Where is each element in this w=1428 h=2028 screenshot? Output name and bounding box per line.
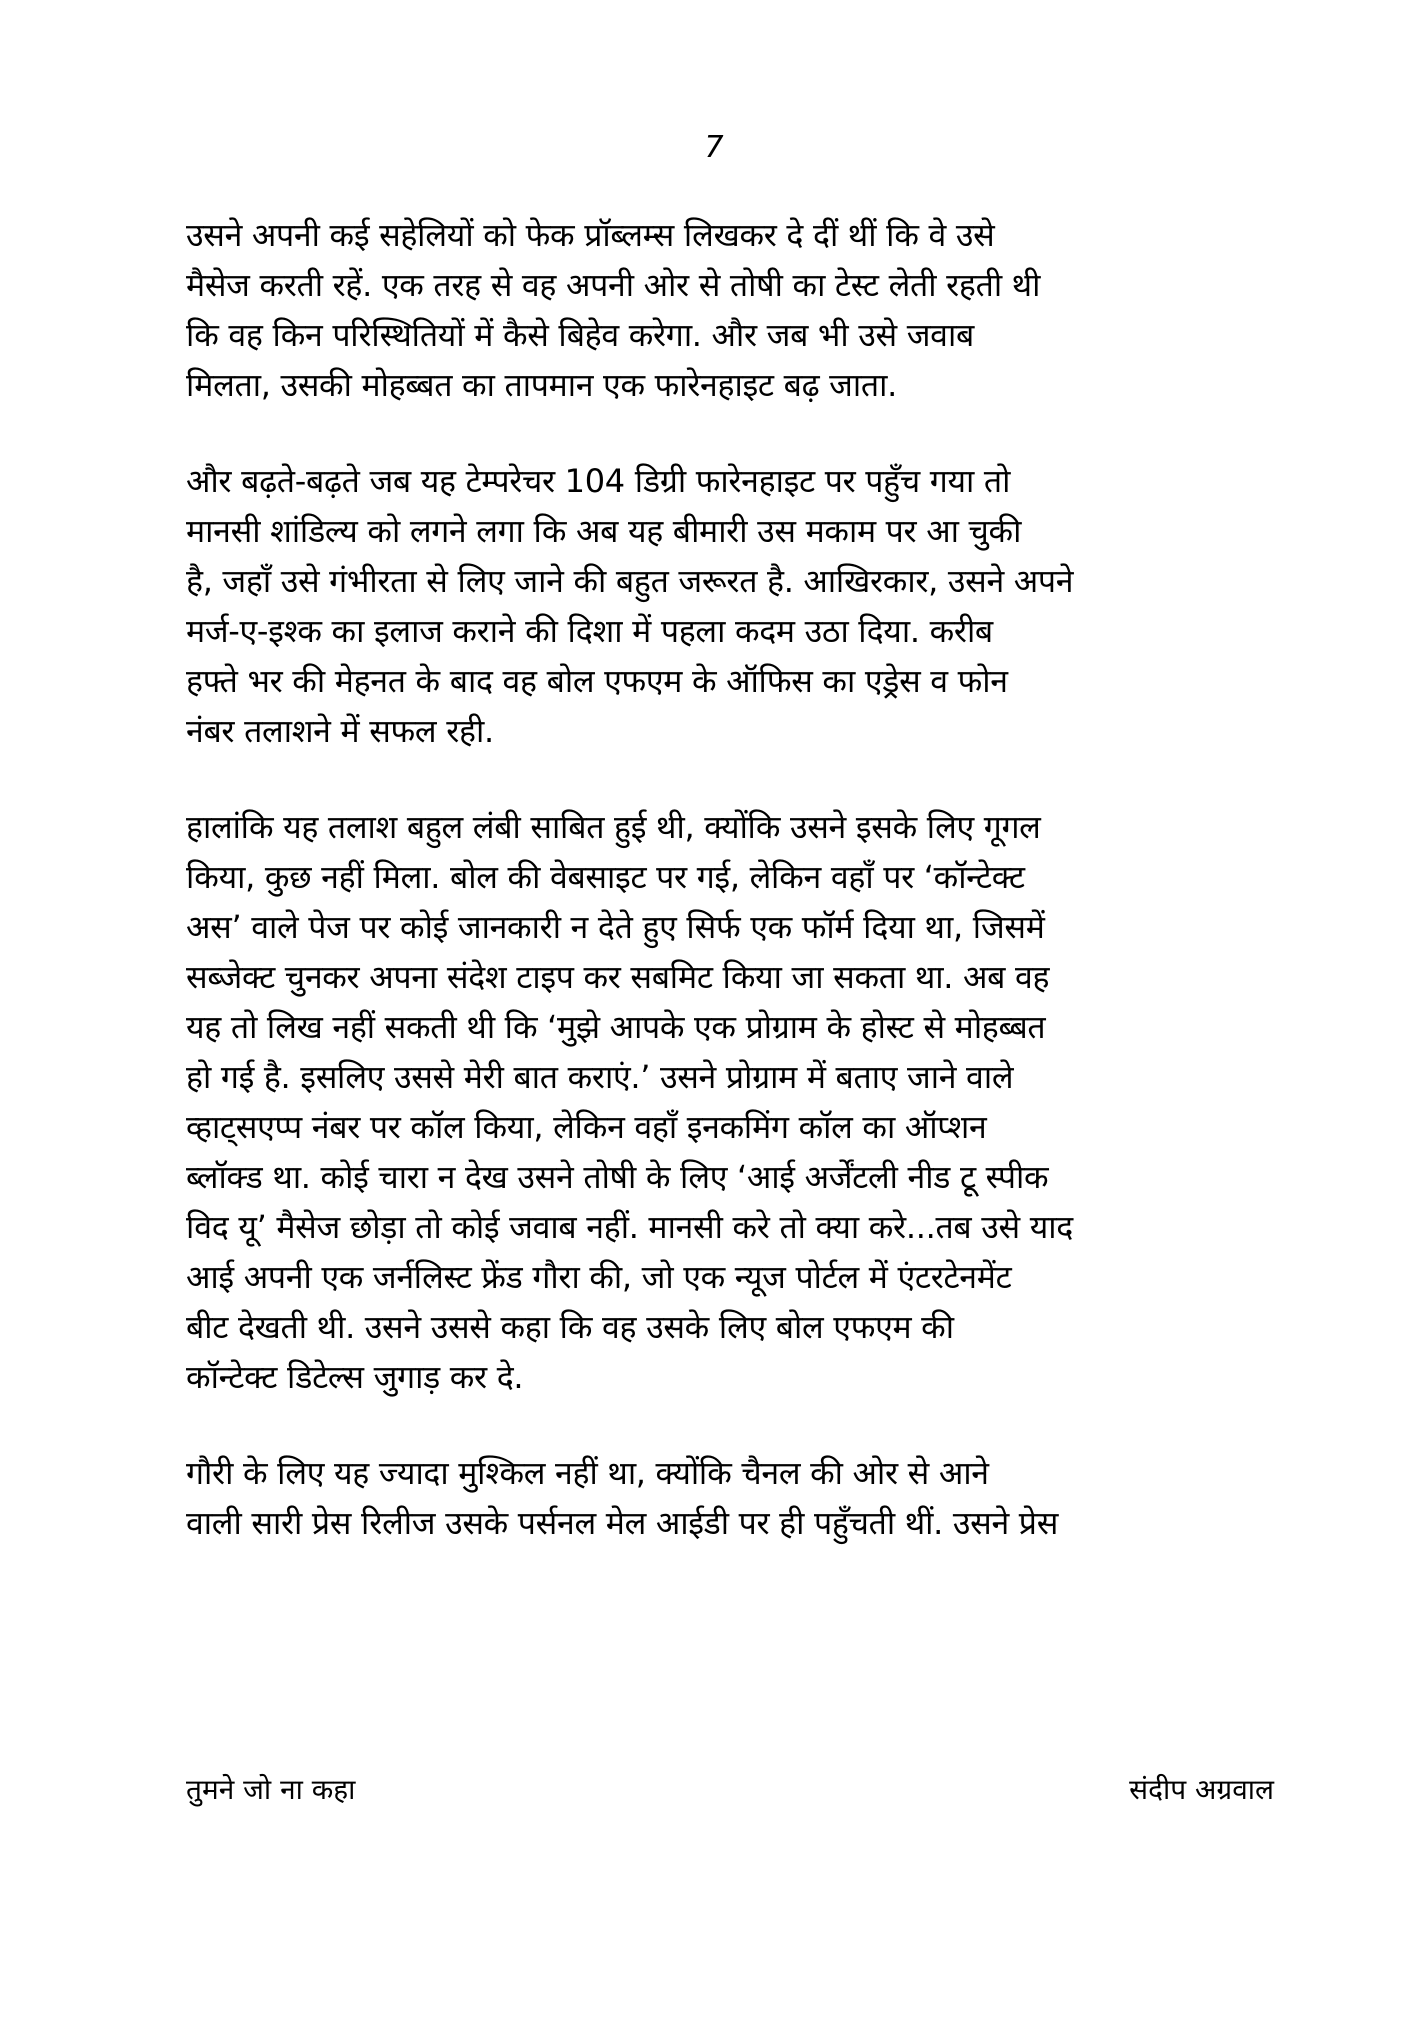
- page-number: 7: [704, 130, 724, 165]
- text-line: ब्लॉक्ड था. कोई चारा न देख उसने तोषी के लिए ‘आई अर्जेंटली नीड टू स्पीक: [186, 1158, 1049, 1196]
- text-line: और बढ़ते-बढ़ते जब यह टेम्परेचर 104 डिग्री फारेनहाइट पर पहुँच गया तो: [186, 462, 1011, 500]
- footer-book-title: तुमने जो ना कहा: [186, 1773, 356, 1806]
- text-line: मानसी शांडिल्य को लगने लगा कि अब यह बीमारी उस मकाम पर आ चुकी: [186, 512, 1022, 550]
- text-line: किया, कुछ नहीं मिला. बोल की वेबसाइट पर गई, लेकिन वहाँ पर ‘कॉन्टेक्ट: [186, 858, 1025, 896]
- text-line: सब्जेक्ट चुनकर अपना संदेश टाइप कर सबमिट किया जा सकता था. अब वह: [186, 958, 1050, 996]
- text-line: हफ्ते भर की मेहनत के बाद वह बोल एफएम के ऑफिस का एड्रेस व फोन: [186, 662, 1008, 700]
- text-line: मैसेज करती रहें. एक तरह से वह अपनी ओर से तोषी का टेस्ट लेती रहती थी: [186, 266, 1041, 304]
- text-line: कॉन्टेक्ट डिटेल्स जुगाड़ कर दे.: [186, 1358, 524, 1396]
- paragraph-3: [186, 802, 1256, 1402]
- page-body: [186, 210, 1256, 1594]
- paragraph-1: [186, 210, 1256, 410]
- text-line: यह तो लिख नहीं सकती थी कि ‘मुझे आपके एक प्रोग्राम के होस्ट से मोहब्बत: [186, 1008, 1046, 1046]
- text-line: हो गई है. इसलिए उससे मेरी बात कराएं.’ उसने प्रोग्राम में बताए जाने वाले: [186, 1058, 1014, 1096]
- paragraph-4: [186, 1448, 1256, 1548]
- text-line: गौरी के लिए यह ज्यादा मुश्किल नहीं था, क्योंकि चैनल की ओर से आने: [186, 1454, 989, 1492]
- text-line: नंबर तलाशने में सफल रही.: [186, 712, 494, 750]
- text-line: आई अपनी एक जर्नलिस्ट फ्रेंड गौरा की, जो एक न्यूज पोर्टल में एंटरटेनमेंट: [186, 1258, 1012, 1296]
- text-line: अस’ वाले पेज पर कोई जानकारी न देते हुए सिर्फ एक फॉर्म दिया था, जिसमें: [186, 908, 1045, 946]
- text-line: है, जहाँ उसे गंभीरता से लिए जाने की बहुत जरूरत है. आखिरकार, उसने अपने: [186, 562, 1074, 600]
- footer-author: संदीप अग्रवाल: [1129, 1773, 1274, 1806]
- text-line: मर्ज-ए-इश्क का इलाज कराने की दिशा में पहला कदम उठा दिया. करीब: [186, 612, 993, 650]
- text-line: उसने अपनी कई सहेलियों को फेक प्रॉब्लम्स लिखकर दे दीं थीं कि वे उसे: [186, 216, 995, 254]
- text-line: मिलता, उसकी मोहब्बत का तापमान एक फारेनहाइट बढ़ जाता.: [186, 366, 897, 404]
- text-line: विद यू’ मैसेज छोड़ा तो कोई जवाब नहीं. मानसी करे तो क्या करे...तब उसे याद: [186, 1208, 1073, 1246]
- text-line: वाली सारी प्रेस रिलीज उसके पर्सनल मेल आईडी पर ही पहुँचती थीं. उसने प्रेस: [186, 1504, 1059, 1542]
- text-line: व्हाट्सएप्प नंबर पर कॉल किया, लेकिन वहाँ इनकमिंग कॉल का ऑप्शन: [186, 1108, 987, 1146]
- text-line: बीट देखती थी. उसने उससे कहा कि वह उसके लिए बोल एफएम की: [186, 1308, 954, 1346]
- text-line: कि वह किन परिस्थितियों में कैसे बिहेव करेगा. और जब भी उसे जवाब: [186, 316, 974, 354]
- paragraph-2: [186, 456, 1256, 756]
- text-line: हालांकि यह तलाश बहुल लंबी साबित हुई थी, क्योंकि उसने इसके लिए गूगल: [186, 808, 1041, 846]
